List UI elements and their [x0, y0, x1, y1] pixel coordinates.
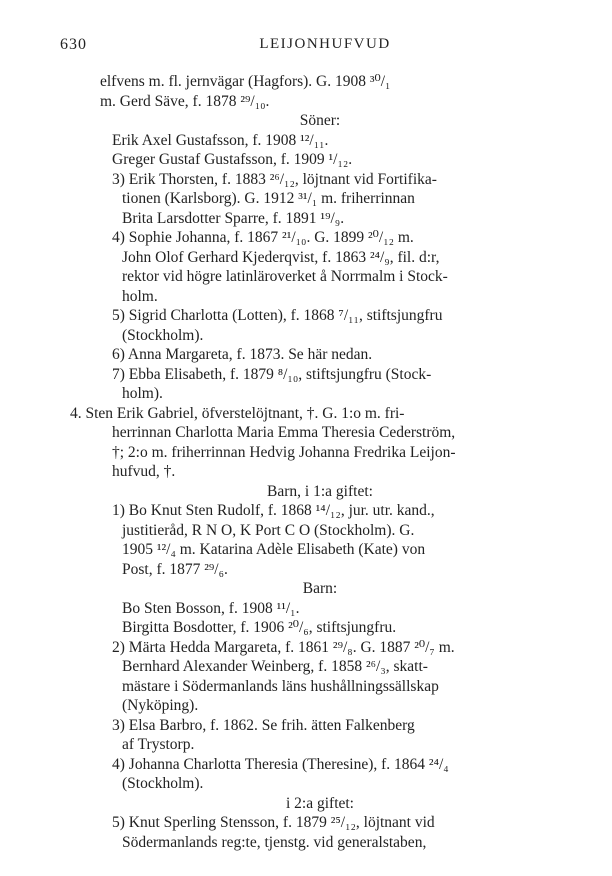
text-body [70, 72, 540, 852]
text-line: 4) Sophie Johanna, f. 1867 ²¹/₁₀. G. 1899 ²⁰/₁₂ m. [112, 229, 414, 246]
text-line: (Stockholm). [122, 326, 204, 344]
text-line: 6) Anna Margareta, f. 1873. Se här nedan. [112, 346, 373, 363]
text-line: Greger Gustaf Gustafsson, f. 1909 ¹/₁₂. [112, 151, 353, 168]
text-line: 1) Bo Knut Sten Rudolf, f. 1868 ¹⁴/₁₂, jur. utr. kand., [112, 502, 435, 519]
text-line-heading: Barn, i 1:a giftet: [267, 482, 373, 500]
text-line: af Trystorp. [122, 736, 195, 753]
page-header [60, 36, 590, 56]
text-line: 4) Johanna Charlotta Theresia (Theresine), f. 1864 ²⁴/₄ [112, 755, 449, 773]
text-line: 2) Märta Hedda Margareta, f. 1861 ²⁹/₈. G. 1887 ²⁰/₇ m. [112, 638, 455, 656]
text-line: 7) Ebba Elisabeth, f. 1879 ⁸/₁₀, stiftsjungfru (Stock- [112, 365, 432, 383]
text-line: (Stockholm). [122, 775, 204, 792]
text-line: 3) Elsa Barbro, f. 1862. Se frih. ätten Falkenberg [112, 716, 415, 734]
text-line: 3) Erik Thorsten, f. 1883 ²⁶/₁₂, löjtnant vid Fortifika- [112, 170, 437, 188]
text-line: holm). [122, 385, 163, 402]
text-line: Bo Sten Bosson, f. 1908 ¹¹/₁. [122, 599, 300, 617]
text-line: John Olof Gerhard Kjederqvist, f. 1863 ²⁴/₉, fil. d:r, [122, 248, 440, 266]
text-line: 5) Knut Sperling Stensson, f. 1879 ²⁵/₁₂, löjtnant vid [112, 814, 435, 831]
text-line: rektor vid högre latinläroverket å Norrmalm i Stock- [122, 268, 448, 285]
text-line: 4. Sten Erik Gabriel, öfverstelöjtnant, †. G. 1:o m. fri- [70, 404, 405, 422]
text-line: Post, f. 1877 ²⁹/₆. [122, 560, 228, 578]
text-line: justitieråd, R N O, K Port C O (Stockholm). G. [122, 521, 415, 539]
text-line: Brita Larsdotter Sparre, f. 1891 ¹⁹/₉. [122, 209, 345, 227]
text-line-heading: i 2:a giftet: [285, 794, 354, 812]
text-line: Södermanlands reg:te, tjenstg. vid generalstaben, [122, 833, 427, 851]
text-line: 5) Sigrid Charlotta (Lotten), f. 1868 ⁷/₁₁, stiftsjungfru [112, 307, 443, 324]
text-line: Erik Axel Gustafsson, f. 1908 ¹²/₁₁. [112, 131, 329, 149]
text-line: 1905 ¹²/₄ m. Katarina Adèle Elisabeth (Kate) von [122, 541, 426, 558]
running-title: LEIJONHUFVUD [259, 36, 391, 52]
text-line: herrinnan Charlotta Maria Emma Theresia Cederström, [112, 424, 456, 441]
text-line-heading: Barn: [302, 580, 338, 597]
page-number: 630 [60, 36, 87, 53]
text-line: †; 2:o m. friherrinnan Hedvig Johanna Fredrika Leijon- [112, 443, 456, 461]
text-line-heading: Söner: [299, 112, 341, 129]
text-line: mästare i Södermanlands läns hushållningssällskap [122, 677, 439, 695]
text-line: tionen (Karlsborg). G. 1912 ³¹/₁ m. friherrinnan [122, 190, 415, 207]
text-line: (Nyköping). [122, 697, 199, 714]
text-line: m. Gerd Säve, f. 1878 ²⁹/₁₀. [100, 92, 270, 110]
text-line: Bernhard Alexander Weinberg, f. 1858 ²⁶/₃, skatt- [122, 658, 428, 675]
text-line: Birgitta Bosdotter, f. 1906 ²⁰/₆, stiftsjungfru. [122, 619, 397, 636]
text-line: elfvens m. fl. jernvägar (Hagfors). G. 1908 ³⁰/₁ [100, 73, 391, 90]
text-line: hufvud, †. [112, 463, 176, 480]
text-line: holm. [122, 287, 158, 305]
